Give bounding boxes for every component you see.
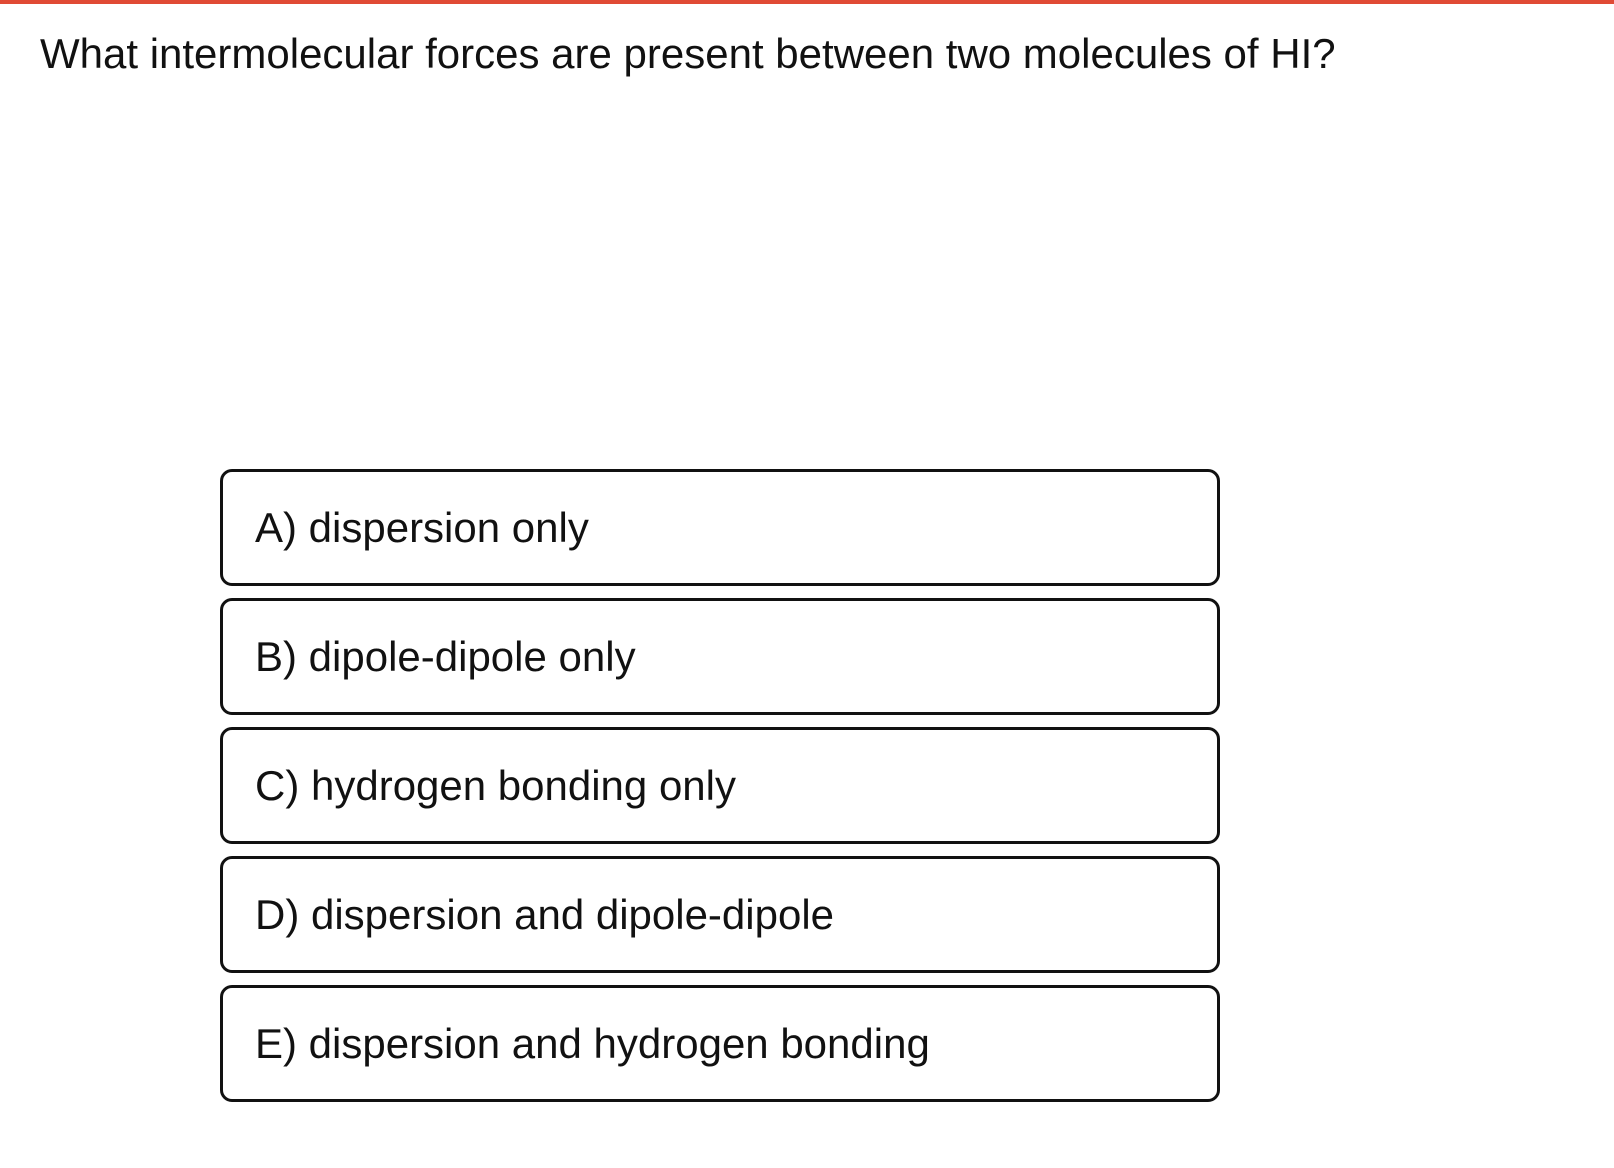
question-text: What intermolecular forces are present between two molecules of HI?	[40, 30, 1336, 77]
top-accent-bar	[0, 0, 1614, 4]
option-e-label: E) dispersion and hydrogen bonding	[255, 1019, 930, 1067]
option-d[interactable]	[220, 856, 1220, 973]
option-a[interactable]	[220, 469, 1220, 586]
option-c[interactable]	[220, 727, 1220, 844]
option-c-label: C) hydrogen bonding only	[255, 761, 736, 809]
option-e[interactable]	[220, 985, 1220, 1102]
option-b[interactable]	[220, 598, 1220, 715]
option-d-label: D) dispersion and dipole-dipole	[255, 890, 835, 938]
option-b-label: B) dipole-dipole only	[255, 632, 636, 680]
option-a-label: A) dispersion only	[255, 503, 589, 551]
answer-options	[220, 469, 1220, 1102]
